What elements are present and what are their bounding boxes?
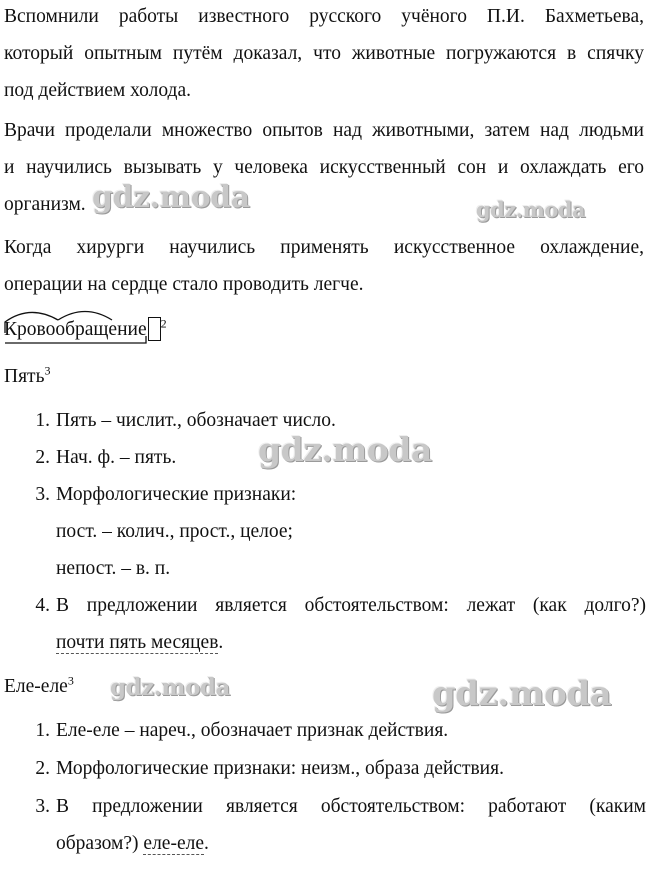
list-item-number: 1. bbox=[35, 720, 50, 741]
paragraph-3-line-2: операции на сердце стало проводить легче. bbox=[4, 274, 364, 295]
list-item-body bbox=[56, 788, 646, 862]
paragraph-2-line-2: и научились вызывать у человека искусственный сон и охлаждать его bbox=[4, 157, 644, 178]
list-item-body bbox=[56, 476, 646, 587]
list-item-text: В предложении является обстоятельством: лежат (как долго?) bbox=[56, 595, 646, 616]
analysis-2-mark: 3 bbox=[67, 673, 74, 688]
list-item-number: 3. bbox=[35, 484, 50, 505]
analysis-1-heading bbox=[4, 364, 50, 390]
analysis-1-mark: 3 bbox=[44, 363, 51, 378]
watermark-logo: gdz.moda bbox=[476, 197, 586, 222]
sentence-end: . bbox=[204, 833, 209, 854]
parse-mark: 2 bbox=[160, 316, 167, 331]
list-item-text: Пять – числит., обозначает число. bbox=[56, 410, 336, 431]
sentence-end: . bbox=[218, 632, 224, 653]
paragraph-1-line-1: Вспомнили работы известного русского учёного П.И. Бахметьева, bbox=[4, 6, 644, 27]
underlined-phrase: еле-еле bbox=[143, 833, 204, 854]
list-item-number: 4. bbox=[35, 595, 50, 616]
paragraph-1-line-2: который опытным путём доказал, что животные погружаются в спячку bbox=[4, 43, 644, 64]
list-item-number: 1. bbox=[35, 410, 50, 431]
list-item-text: Морфологические признаки: bbox=[56, 484, 297, 505]
analysis-2-word: Еле-еле bbox=[4, 676, 68, 697]
list-item-subline-2: непост. – в. п. bbox=[56, 558, 171, 579]
watermark-logo: gdz.moda bbox=[92, 180, 250, 215]
watermark-logo: gdz.moda bbox=[258, 430, 432, 469]
list-item-text: Морфологические признаки: неизм., образа действия. bbox=[56, 758, 504, 779]
analysis-1-word: Пять bbox=[4, 366, 45, 387]
list-item-number: 2. bbox=[35, 447, 50, 468]
list-item-line-2 bbox=[56, 624, 646, 661]
list-item-number: 3. bbox=[35, 796, 50, 817]
paragraph-2-line-1: Врачи проделали множество опытов над животными, затем над людьми bbox=[4, 120, 644, 141]
watermark-logo: gdz.moda bbox=[432, 674, 612, 714]
list-item-text: Еле-еле – нареч., обозначает признак действия. bbox=[56, 720, 449, 741]
list-item-text: Нач. ф. – пять. bbox=[56, 447, 177, 468]
list-item-text-2: образом?) bbox=[56, 833, 139, 854]
watermark-logo: gdz.moda bbox=[110, 674, 230, 701]
parse-word: Кровообращение bbox=[4, 319, 147, 340]
list-item-body bbox=[56, 587, 646, 661]
paragraph-3-line-1: Когда хирурги научились применять искусственное охлаждение, bbox=[4, 237, 644, 258]
list-item-number: 2. bbox=[35, 758, 50, 779]
list-item-subline-1: пост. – колич., прост., целое; bbox=[56, 521, 293, 542]
analysis-2-heading bbox=[4, 674, 74, 700]
underlined-phrase: почти пять месяцев bbox=[56, 632, 219, 653]
list-item-line-2 bbox=[56, 825, 646, 862]
paragraph-1-line-3: под действием холода. bbox=[4, 80, 191, 101]
list-item-text: В предложении является обстоятельством: работают (каким bbox=[56, 796, 646, 817]
paragraph-2-line-3: организм. bbox=[4, 194, 86, 215]
